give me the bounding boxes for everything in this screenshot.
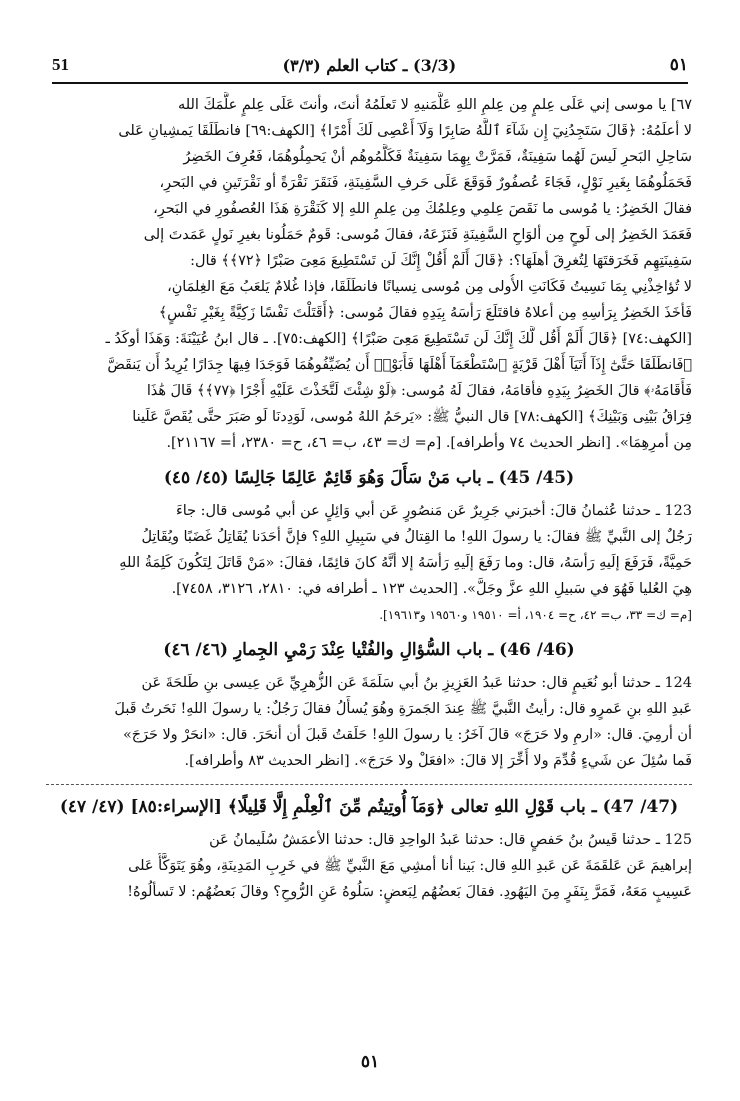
text-line: مِن أمرِهِمَا». [انظر الحديث ٧٤ وأطرافه]. [م= ك= ٤٣، ب= ٤٦، ح= ٢٣٨٠، أ= ٢١١٦٧]. (166, 435, 692, 451)
text-line: عَسِيبٍ مَعَهُ، فَمَرَّ بِنَفَرٍ مِنَ اليَهُودِ. فقالَ بَعضُهُم لِبَعضٍ: سَلُوهُ عَنِ الرُّوحِ؟ وقالَ بَعضُهُم: لا تَسألُوهُ! (127, 884, 692, 900)
text-line: فَما سُئِلَ عن شَيءٍ قُدِّمَ ولا أُخِّرَ إلا قالَ: «افعَلْ ولا حَرَجَ». [انظر الحديث ٨٣ وأطرافه]. (184, 753, 692, 769)
text-line: رَجُلٌ إلى النَّبيِّ ﷺ فقالَ: يا رسولَ اللهِ! ما القِتالُ في سَبِيلِ اللهِ؟ فإنَّ أحَدَنا يُقَاتِلُ غَضَبًا ويُقَاتِلُ (141, 529, 692, 545)
divider (46, 784, 692, 785)
text-line: فَحَمَلُوهُمَا بِغَيرِ نَوْلٍ، فَجَاءَ عُصفُورٌ فَوَقَعَ عَلَى حَرفِ السَّفِينَةِ، فَنَقَرَ نَقْرَةً أو نَقْرَتَينِ في البَحرِ، (159, 175, 692, 191)
text-line: 125 ـ حدثنا قَيسُ بنُ حَفصٍ قال: حدثنا عَبدُ الواحِدِ قال: حدثنا الأعمَشُ سُلَيمانُ عَن (209, 832, 692, 848)
text-line: لا أعلَمُهُ: ﴿قَالَ سَتَجِدُنِيٓ إِن شَآءَ ٱللَّهُ صَابِرًا وَلَآ أَعْصِى لَكَ أَمْرًا﴾ [الكهف:٦٩] فانطَلَقَا يَمشِيانِ عَلى (118, 123, 692, 139)
section-continuation (46, 92, 692, 456)
page-body (46, 92, 692, 905)
hadith-125 (46, 827, 692, 905)
text-line: فَأَقَامَهُۥ﴾ قالَ الخَضِرُ بِيَدِهِ فأقامَهُ، فقالَ لَهُ مُوسى: ﴿لَوْ شِئْتَ لَتَّخَذْتَ عَلَيْهِ أَجْرًا ﴿٧٧﴾﴾ قَالَ هَٰذَا (146, 383, 692, 399)
text-line: عَبدِ اللهِ بنِ عَمرٍو قال: رأيتُ النَّبيَّ ﷺ عِندَ الجَمرَةِ وهُوَ يُسأَلُ فقالَ رَجُلٌ: يا رسولَ اللهِ! نَحَرتُ قَبلَ (114, 701, 692, 717)
text-line: إبراهيمَ عَن عَلقَمَةَ عَن عَبدِ اللهِ قال: بَينا أنا أمشِي مَعَ النَّبيِّ ﷺ في خَرِبِ المَدِينَةِ، وهُوَ يَتَوَكَّأُ عَلى (128, 858, 692, 874)
page-number-latin: 51 (52, 55, 69, 74)
text-line: لا تُؤاخِذْنِي بِمَا نَسِيتُ فَكَانَتِ الأُولى مِن مُوسى نِسيانًا فانطَلَقَا، فإذا غُلامٌ يَلعَبُ مَعَ الغِلمَانِ، (167, 279, 692, 295)
page-header (52, 48, 688, 84)
chapter-heading-46: (46/ 46) ـ باب السُّؤالِ والفُتْيا عِنْدَ رَمْيِ الجِمارِ (٤٦/ ٤٦) (163, 640, 575, 660)
text-line: ٦٧] يا موسى إني عَلَى عِلمٍ مِن عِلمِ اللهِ عَلَّمَنيهِ لا تَعلَمُهُ أنتَ، وأنتَ عَلَى عِلمٍ علَّمَكَ الله (178, 97, 692, 113)
text-line: سَاحِلِ البَحرِ لَيسَ لَهُما سَفِينَةٌ، فَمَرَّتْ بِهِمَا سَفِينَةٌ فَكَلَّمُوهُم أنْ يَحمِلُوهُمَا، فَعُرِفَ الخَضِرُ (183, 149, 692, 165)
text-line: [الكهف:٧٤] ﴿قَالَ أَلَمْ أَقُل لَّكَ إِنَّكَ لَن تَسْتَطِيعَ مَعِىَ صَبْرًا﴾ [الكهف:٧٥]. ـ قال ابنُ عُيَيْنَةَ: وَهَذَا أوكَدُ ـ (105, 331, 692, 347)
text-line: حَمِيَّةً، فَرَفَعَ إلَيهِ رَأسَهُ، قال: وما رَفَعَ إلَيهِ رَأسَهُ إلا أنَّهُ كانَ قائِمًا، فقالَ: «مَنْ قَاتَلَ لِتَكُونَ كَلِمَةُ اللهِ (119, 555, 692, 571)
text-line: 123 ـ حدثنا عُثمانُ قالَ: أخبرَني جَرِيرٌ عَن مَنصُورٍ عَن أبي وَائِلٍ عن أبي مُوسى قال: جاءَ (176, 503, 692, 519)
text-line: فِرَاقُ بَيْنِى وَبَيْنِكَ﴾ [الكهف:٧٨] قال النبيُّ ﷺ: «يَرحَمُ اللهُ مُوسى، لَوَدِدنَا لَو صَبَرَ حتَّى يُقَصَّ عَلَينا (132, 409, 692, 425)
text-line: هِيَ العُليا فَهُوَ في سَبيلِ اللهِ عزَّ وجَلَّ». [الحديث ١٢٣ ـ أطرافه في: ٢٨١٠، ٣١٢٦، ٧٤٥٨]. (171, 581, 692, 597)
text-line: فَأخَذَ الخَضِرُ بِرَأسِهِ مِن أعلاهُ فاقتَلَعَ رَأسَهُ بِيَدِهِ فقالَ مُوسى: ﴿أَقَتَلْتَ نَفْسًا زَكِيَّةً بِغَيْرِ نَفْسٍ﴾ (158, 305, 692, 321)
running-title: (3/3) ـ كتاب العلم (٣/٣) (282, 55, 457, 75)
page-number-arabic: ٥١ (669, 55, 688, 75)
reference-line: [م= ك= ٣٣، ب= ٤٢، ح= ١٩٠٤، أ= ١٩٥١٠ و١٩٥٦٠ و١٩٦١٣]. (379, 608, 692, 622)
hadith-123 (46, 498, 692, 628)
text-line: ﴿فَانطَلَقَا حَتَّىٰٓ إِذَآ أَتَيَآ أَهْلَ قَرْيَةٍ ٱسْتَطْعَمَآ أَهْلَهَا فَأَبَوْا۟ أَن يُضَيِّفُوهُمَا فَوَجَدَا فِيهَا جِدَارًا يُرِيدُ أَن يَنقَضَّ (107, 357, 692, 373)
page-footer-number: ٥١ (360, 1052, 380, 1072)
hadith-124 (46, 670, 692, 774)
text-line: 124 ـ حدثنا أبو نُعَيمٍ قال: حدثنا عَبدُ العَزِيزِ بنُ أبي سَلَمَةَ عَن الزُّهرِيِّ عَن عِيسى بنِ طَلحَةَ عَن (141, 675, 692, 691)
text-line: أن أرمِيَ. قال: «ارمِ ولا حَرَجَ» قالَ آخَرُ: يا رسولَ اللهِ! حَلَقتُ قَبلَ أن أنحَرَ. قال: «انحَرْ ولا حَرَجَ» (122, 727, 692, 743)
text-line: سَفِينَتِهِم فَخَرَقتَهَا لِتُغرِقَ أهلَهَا؟: ﴿قَالَ أَلَمْ أَقُلْ إِنَّكَ لَن تَسْتَطِيعَ مَعِىَ صَبْرًا ﴿٧٢﴾﴾ قال: (190, 253, 692, 269)
chapter-heading-47: (47/ 47) ـ باب قَوْلِ اللهِ تعالى ﴿وَمَآ أُوتِيتُم مِّنَ ٱلْعِلْمِ إِلَّا قَلِيلًا﴾ [الإسراء:٨٥] (٤٧/ ٤٧) (59, 797, 679, 817)
text-line: فقالَ الخَضِرُ: يا مُوسى ما نَقَصَ عِلمِي وعِلمُكَ مِن عِلمِ اللهِ إلا كَنَقْرَةِ هَذَا العُصفُورِ في البَحرِ، (153, 201, 692, 217)
chapter-heading-45: (45/ 45) ـ باب مَنْ سَأَلَ وَهُوَ قَائِمٌ عَالِمًا جَالِسًا (٤٥/ ٤٥) (163, 468, 575, 488)
text-line: فَعَمَدَ الخَضِرُ إلى لَوحٍ مِن ألوَاحِ السَّفِينَةِ فَنَزَعَهُ، فقالَ مُوسى: قَومٌ حَمَلُونا بغيرِ نَولٍ عَمَدتَ إلى (143, 227, 692, 243)
